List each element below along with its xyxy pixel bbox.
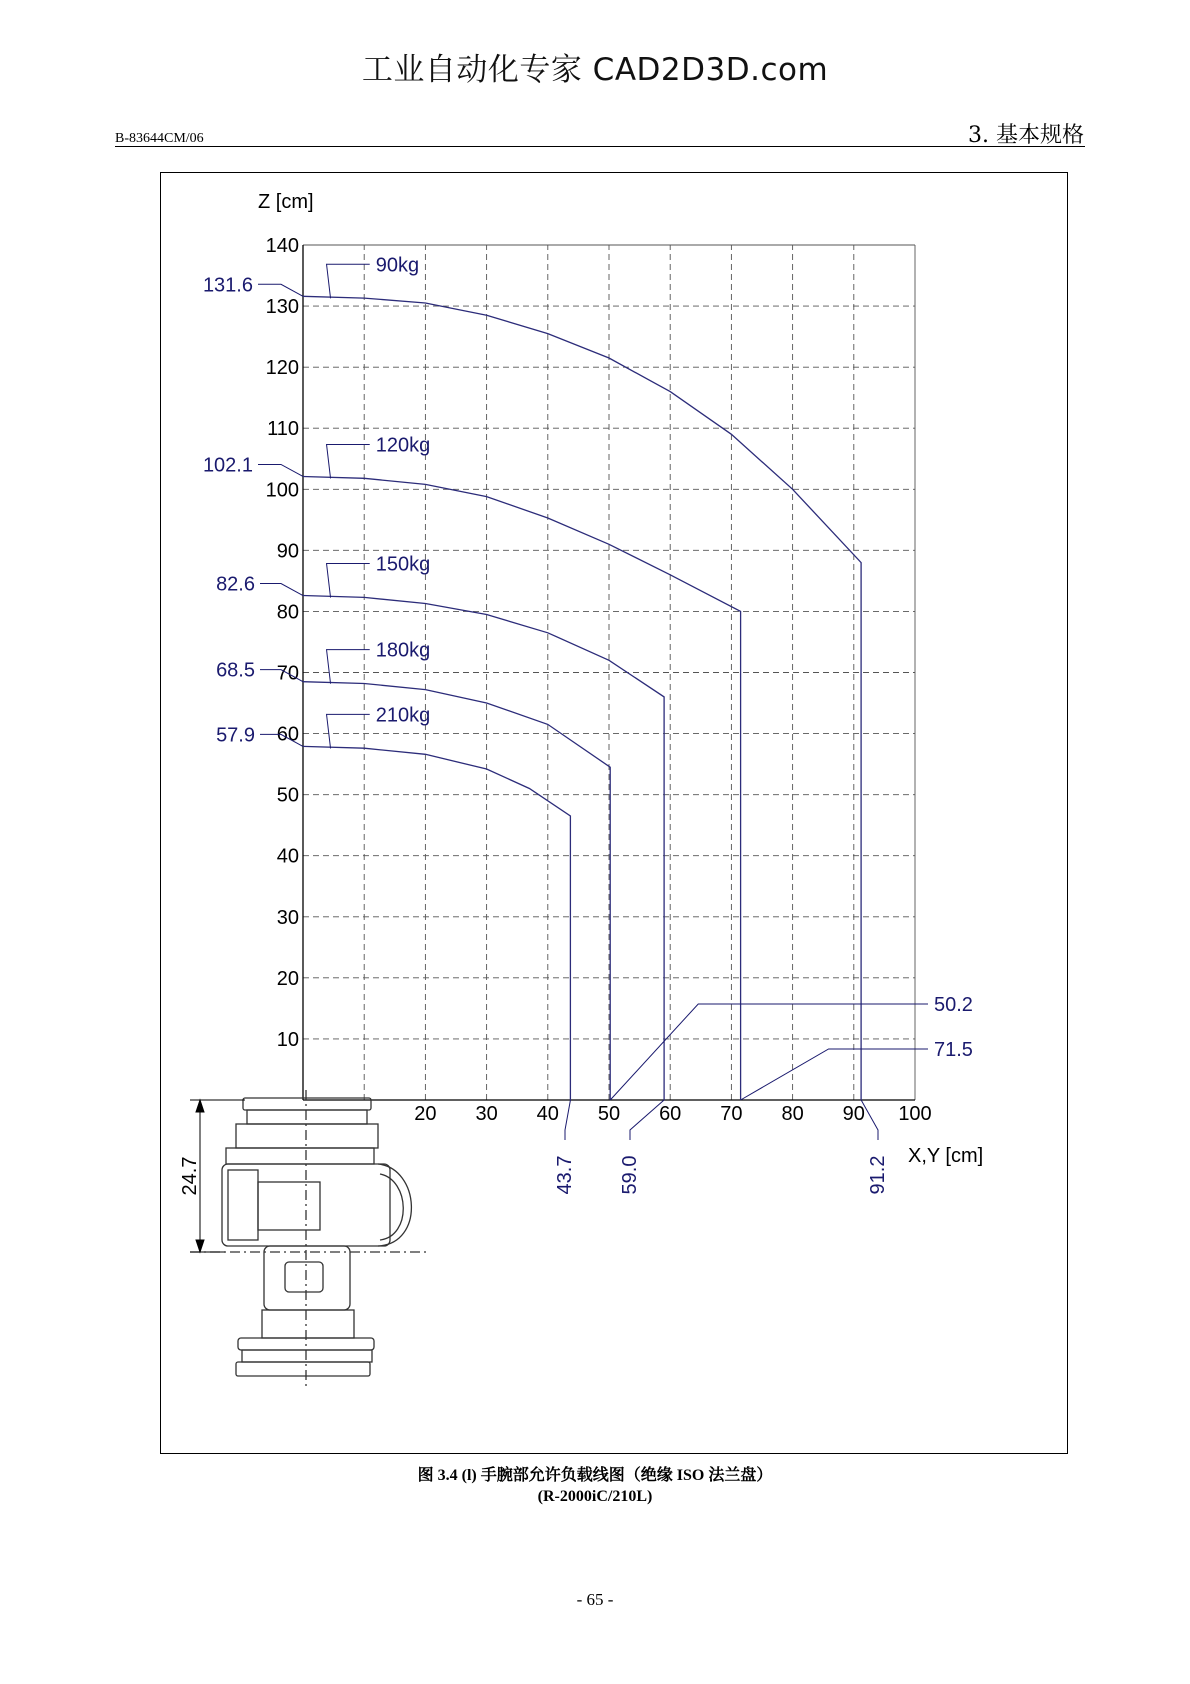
z-max-label: 68.5	[216, 659, 255, 682]
grid	[303, 245, 915, 1100]
watermark-title: 工业自动化专家 CAD2D3D.com	[361, 52, 829, 88]
load-name-label: 210kg	[375, 704, 431, 727]
x-tick-label: 90	[842, 1103, 865, 1125]
z-tick-label: 70	[276, 662, 299, 685]
z-max-label: 102.1	[202, 454, 253, 477]
x-tick-label: 50	[597, 1103, 621, 1125]
z-tick-label: 20	[276, 967, 299, 990]
figure-caption: 图 3.4 (l) 手腕部允许负载线图（绝缘 ISO 法兰盘）	[417, 1467, 773, 1484]
load-leader	[327, 650, 370, 684]
x-tick-label: 40	[536, 1103, 559, 1125]
z-tick-label: 110	[267, 418, 299, 441]
z-max-leader	[260, 584, 303, 596]
z-tick-label: 100	[265, 479, 299, 502]
document-id: B-83644CM/06	[115, 131, 204, 146]
load-curve-210kg	[303, 746, 570, 1100]
x-tick-label: 60	[659, 1103, 682, 1125]
x-max-label: 59.0	[619, 1155, 641, 1195]
load-curve-180kg	[303, 682, 610, 1100]
load-name-label: 180kg	[375, 639, 431, 662]
z-max-label: 57.9	[216, 724, 255, 747]
x-max-label: 91.2	[867, 1155, 889, 1195]
x-max-label: 50.2	[934, 994, 973, 1016]
z-tick-label: 60	[276, 723, 299, 746]
x-tick-label: 80	[781, 1103, 804, 1125]
z-max-leader	[258, 464, 303, 476]
z-tick-label: 140	[265, 235, 299, 257]
z-tick-label: 120	[265, 357, 299, 380]
page-number: - 65 -	[576, 1590, 614, 1609]
z-tick-label: 50	[276, 784, 299, 807]
z-tick-label: 90	[276, 540, 299, 563]
x-axis-title: X,Y [cm]	[908, 1145, 984, 1167]
z-tick-label: 10	[276, 1028, 299, 1051]
load-curve-90kg	[303, 296, 861, 1100]
labels	[203, 191, 983, 1194]
z-tick-label: 40	[276, 845, 299, 868]
z-max-label: 82.6	[216, 573, 255, 596]
robot-wrist-drawing	[190, 1090, 430, 1386]
x-tick-label: 30	[475, 1103, 498, 1125]
z-tick-label: 80	[276, 601, 299, 624]
z-tick-label: 30	[276, 906, 299, 929]
offset-label: 24.7	[179, 1156, 201, 1196]
load-leader	[327, 444, 370, 478]
x-tick-label: 70	[720, 1103, 743, 1125]
load-name-label: 120kg	[375, 434, 431, 457]
load-leader	[327, 264, 370, 298]
load-leader	[327, 564, 370, 598]
curves	[303, 296, 861, 1100]
z-axis-title: Z [cm]	[258, 191, 314, 213]
load-name-label: 90kg	[375, 254, 420, 277]
x-max-leader	[741, 1049, 928, 1100]
z-max-leader	[258, 284, 303, 296]
z-max-label: 131.6	[202, 274, 253, 297]
x-tick-label: 100	[898, 1103, 932, 1125]
load-curve-120kg	[303, 477, 741, 1101]
section-title: 3. 基本规格	[968, 123, 1084, 148]
x-max-label: 43.7	[554, 1155, 576, 1195]
z-tick-label: 130	[265, 296, 299, 319]
figure-model: (R-2000iC/210L)	[537, 1488, 653, 1505]
x-tick-label: 20	[414, 1103, 437, 1125]
load-name-label: 150kg	[375, 553, 431, 576]
load-leader	[327, 714, 370, 748]
x-max-leader	[610, 1004, 928, 1100]
x-max-leader	[565, 1100, 570, 1140]
x-max-label: 71.5	[934, 1039, 973, 1061]
